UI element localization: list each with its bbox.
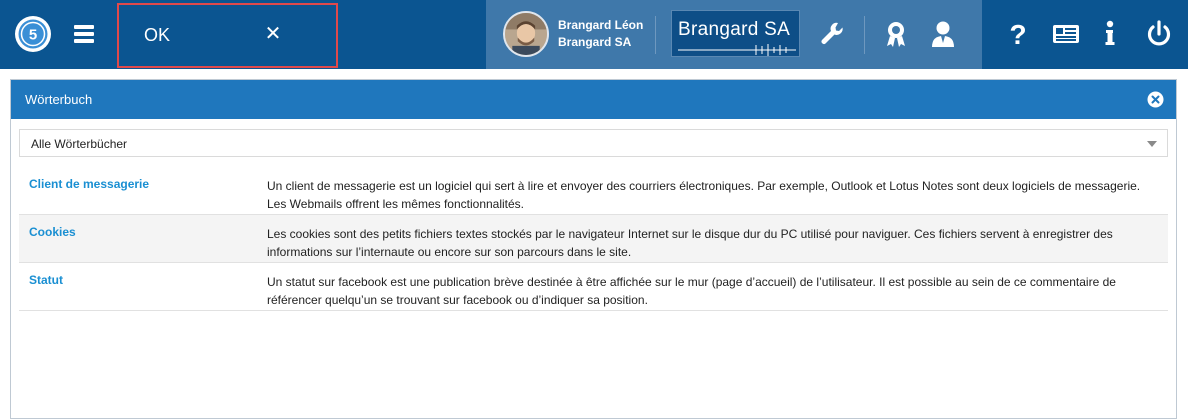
glossary-list (19, 167, 1168, 311)
close-icon[interactable]: ✕ (264, 23, 282, 45)
glossary-term[interactable]: Cookies (29, 225, 76, 239)
wrench-icon[interactable] (816, 17, 848, 51)
glossary-definition: Un statut sur facebook est une publication brève destinée à être affichée sur le mur (page d’accueil) de l’utilisateur. Il est possible au sein de ce commentaire de référencer quelqu’un se trouvant sur facebook ou d’indiquer sa position. (267, 275, 1116, 307)
power-icon[interactable] (1143, 17, 1175, 51)
glossary-definition: Les cookies sont des petits fichiers textes stockés par le navigateur Internet sur le disque dur du PC utilisé pour naviguer. Ces fichiers servent à enregistrer des informations sur l’internaute ou encore sur son parcours dans le site. (267, 227, 1113, 259)
search-input[interactable] (117, 3, 338, 68)
chevron-down-icon (1147, 141, 1157, 147)
svg-text:?: ? (1009, 19, 1027, 50)
dictionary-panel (10, 79, 1177, 419)
divider (655, 16, 656, 54)
search-value: OK (144, 25, 171, 45)
user-icon[interactable] (927, 17, 959, 51)
close-icon[interactable] (1147, 91, 1164, 108)
question-mark-icon[interactable] (1002, 17, 1034, 51)
app-logo[interactable] (14, 15, 52, 53)
dictionary-select-value: Alle Wörterbücher (31, 137, 128, 151)
glossary-term[interactable]: Client de messagerie (29, 177, 150, 191)
panel-title: Wörterbuch (25, 92, 93, 107)
hamburger-menu-icon[interactable] (70, 20, 98, 48)
dictionary-select[interactable] (19, 129, 1168, 157)
company-logo (671, 10, 800, 57)
top-bar (0, 0, 1188, 69)
list-item (19, 167, 1168, 215)
glossary-definition: Un client de messagerie est un logiciel qui sert à lire et envoyer des courriers électroniques. Par exemple, Outlook et Lotus Notes sont deux logiciels de messagerie. Les Webmails offrent les mêmes fonctionnalités. (267, 179, 1141, 211)
avatar[interactable] (503, 11, 549, 57)
company-logo-text: Brangard SA (678, 19, 791, 40)
panel-header (11, 80, 1176, 119)
user-company: Brangard SA (558, 35, 632, 49)
newspaper-icon[interactable] (1050, 17, 1082, 51)
list-item (19, 215, 1168, 263)
glossary-term[interactable]: Statut (29, 273, 63, 287)
info-icon[interactable] (1094, 17, 1126, 51)
svg-text:5: 5 (28, 26, 38, 44)
divider (864, 16, 865, 54)
list-item (19, 263, 1168, 311)
user-name: Brangard Léon (558, 18, 644, 32)
award-ribbon-icon[interactable] (880, 17, 912, 51)
